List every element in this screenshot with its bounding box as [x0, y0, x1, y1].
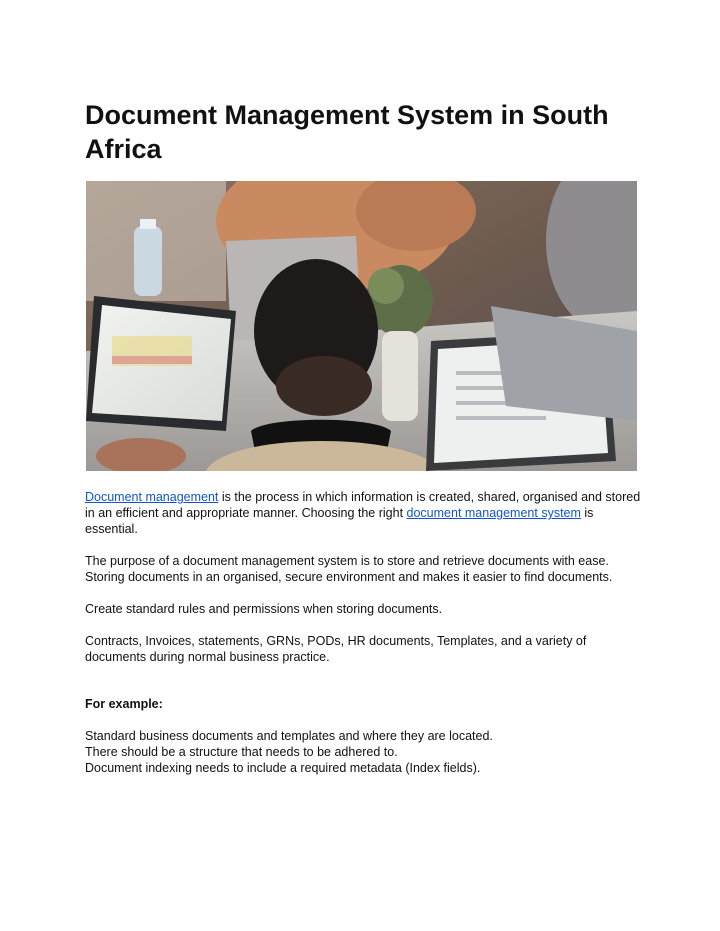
rules-paragraph: Create standard rules and permissions when storing documents.	[85, 602, 443, 616]
photo-illustration	[86, 181, 637, 471]
purpose-paragraph: The purpose of a document management system is to store and retrieve documents with ease. Storing documents in an organised, secure environment and makes it easier to find documents.	[85, 554, 613, 585]
example-heading: For example:	[85, 697, 163, 711]
intro-text-1: is the process in which information is created, shared, organised and stored in an efficient and appropriate manner. Choosing the right	[85, 490, 641, 521]
intro-text-2: is essential.	[85, 506, 594, 537]
intro-paragraph	[85, 489, 645, 538]
example-line: Standard business documents and templates and where they are located.	[85, 729, 493, 743]
example-line: Document indexing needs to include a required metadata (Index fields).	[85, 761, 481, 776]
office-photo	[86, 181, 637, 471]
example-line: There should be a structure that needs to be adhered to.	[85, 745, 398, 760]
example-lines	[85, 728, 645, 777]
document-management-link[interactable]: Document management	[85, 490, 219, 504]
page-title: Document Management System in South Africa	[85, 100, 609, 164]
document-types-paragraph: Contracts, Invoices, statements, GRNs, PODs, HR documents, Templates, and a variety of documents during normal business practice.	[85, 634, 587, 665]
document-management-system-link[interactable]: document management system	[406, 506, 581, 521]
